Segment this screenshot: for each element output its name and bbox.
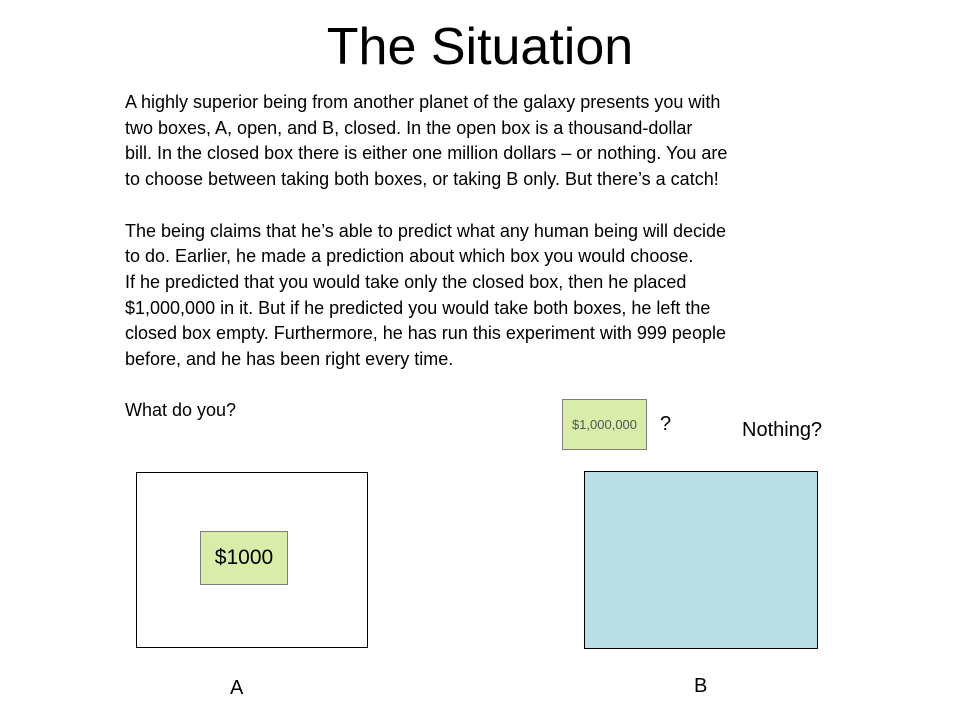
nothing-label: Nothing? xyxy=(742,419,823,441)
intro-line: A highly superior being from another planet of the galaxy presents you with xyxy=(125,92,721,112)
question-mark: ? xyxy=(660,413,672,435)
intro-line: to choose between taking both boxes, or taking B only. But there’s a catch! xyxy=(125,169,719,190)
story-text xyxy=(125,90,865,424)
claim-line: before, and he has been right every time. xyxy=(125,349,454,370)
slide-title: The Situation xyxy=(326,18,634,76)
thousand-dollar-bill: $1000 xyxy=(200,531,288,585)
claim-line: $1,000,000 in it. But if he predicted you would take both boxes, he left the xyxy=(125,297,711,318)
million-dollar-bill: $1,000,000 xyxy=(562,399,647,450)
paragraph-gap xyxy=(125,193,865,219)
claim-line: If he predicted that you would take only the closed box, then he placed xyxy=(125,271,687,292)
intro-line: two boxes, A, open, and B, closed. In the open box is a thousand-dollar xyxy=(125,117,693,138)
question-line: What do you? xyxy=(125,400,237,421)
paragraph-gap xyxy=(125,373,865,399)
box-a-label: A xyxy=(230,677,244,699)
claim-line: closed box empty. Furthermore, he has run this experiment with 999 people xyxy=(125,323,726,344)
closed-box-b xyxy=(584,471,818,649)
claim-line: to do. Earlier, he made a prediction about which box you would choose. xyxy=(125,246,694,267)
claim-line: The being claims that he’s able to predict what any human being will decide xyxy=(125,220,727,241)
box-b-label: B xyxy=(694,675,708,697)
intro-line: bill. In the closed box there is either one million dollars – or nothing. You are xyxy=(125,143,728,164)
